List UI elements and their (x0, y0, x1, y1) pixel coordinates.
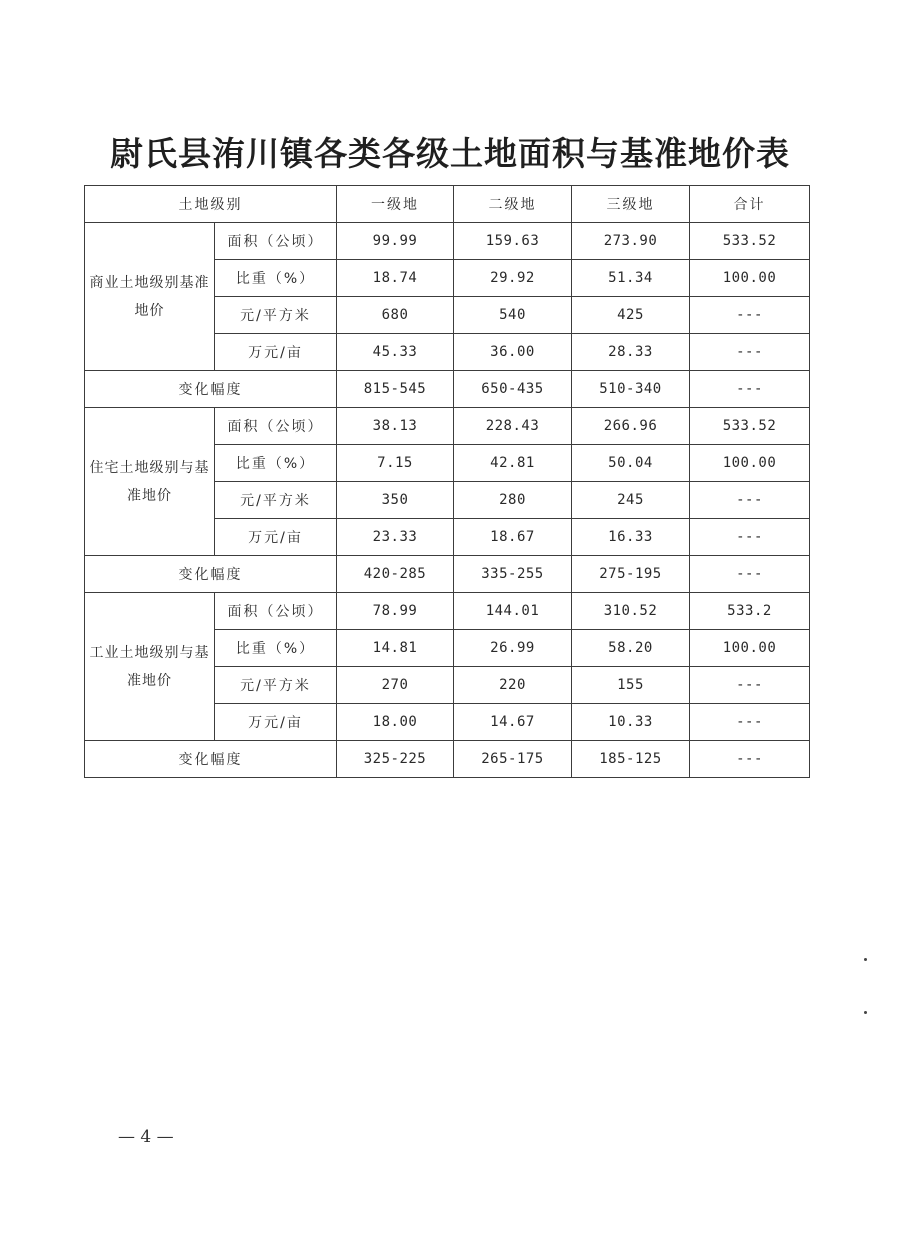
header-grade1: 一级地 (337, 186, 454, 223)
cell-value: 280 (454, 482, 572, 519)
cell-value: 14.67 (454, 704, 572, 741)
cell-value: --- (690, 519, 810, 556)
range-label: 变化幅度 (85, 371, 337, 408)
cell-value: 18.67 (454, 519, 572, 556)
cell-value: 78.99 (337, 593, 454, 630)
cell-value: 275-195 (572, 556, 690, 593)
table-row (85, 593, 810, 630)
cell-value: 533.2 (690, 593, 810, 630)
cell-value: --- (690, 334, 810, 371)
header-grade2: 二级地 (454, 186, 572, 223)
cell-value: 100.00 (690, 630, 810, 667)
cell-value: 16.33 (572, 519, 690, 556)
cell-value: 245 (572, 482, 690, 519)
cell-value: --- (690, 704, 810, 741)
document-title: 尉氏县洧川镇各类各级土地面积与基准地价表 (110, 134, 790, 173)
row-label: 元/平方米 (215, 297, 337, 334)
cell-value: --- (690, 297, 810, 334)
cell-value: 14.81 (337, 630, 454, 667)
cell-value: --- (690, 667, 810, 704)
row-label: 万元/亩 (215, 704, 337, 741)
scan-speck (864, 1011, 867, 1014)
cell-value: 7.15 (337, 445, 454, 482)
cell-value: 23.33 (337, 519, 454, 556)
cell-value: 815-545 (337, 371, 454, 408)
cell-value: 58.20 (572, 630, 690, 667)
category-industrial: 工业土地级别与基准地价 (85, 593, 215, 741)
row-label: 面积（公顷） (215, 593, 337, 630)
cell-value: 51.34 (572, 260, 690, 297)
category-commercial: 商业土地级别基准地价 (85, 223, 215, 371)
cell-value: 310.52 (572, 593, 690, 630)
row-label: 比重（%） (215, 260, 337, 297)
cell-value: --- (690, 556, 810, 593)
header-land-grade: 土地级别 (85, 186, 337, 223)
cell-value: 50.04 (572, 445, 690, 482)
cell-value: 533.52 (690, 408, 810, 445)
cell-value: 36.00 (454, 334, 572, 371)
cell-value: 270 (337, 667, 454, 704)
cell-value: 335-255 (454, 556, 572, 593)
cell-value: 425 (572, 297, 690, 334)
cell-value: 45.33 (337, 334, 454, 371)
cell-value: 29.92 (454, 260, 572, 297)
header-total: 合计 (690, 186, 810, 223)
page-number: — 4 — (118, 1127, 174, 1147)
scan-speck (864, 958, 867, 961)
cell-value: 650-435 (454, 371, 572, 408)
range-label: 变化幅度 (85, 556, 337, 593)
cell-value: 28.33 (572, 334, 690, 371)
range-row (85, 741, 810, 778)
cell-value: 220 (454, 667, 572, 704)
cell-value: 325-225 (337, 741, 454, 778)
cell-value: 18.74 (337, 260, 454, 297)
cell-value: 273.90 (572, 223, 690, 260)
cell-value: 420-285 (337, 556, 454, 593)
cell-value: 26.99 (454, 630, 572, 667)
table-row (85, 408, 810, 445)
category-residential: 住宅土地级别与基准地价 (85, 408, 215, 556)
row-label: 万元/亩 (215, 519, 337, 556)
row-label: 比重（%） (215, 445, 337, 482)
row-label: 面积（公顷） (215, 408, 337, 445)
range-label: 变化幅度 (85, 741, 337, 778)
cell-value: 185-125 (572, 741, 690, 778)
row-label: 万元/亩 (215, 334, 337, 371)
cell-value: 42.81 (454, 445, 572, 482)
cell-value: --- (690, 482, 810, 519)
land-price-table (84, 185, 810, 778)
range-row (85, 556, 810, 593)
cell-value: 350 (337, 482, 454, 519)
cell-value: 533.52 (690, 223, 810, 260)
cell-value: 266.96 (572, 408, 690, 445)
cell-value: 680 (337, 297, 454, 334)
table-row (85, 223, 810, 260)
cell-value: --- (690, 741, 810, 778)
cell-value: 159.63 (454, 223, 572, 260)
row-label: 面积（公顷） (215, 223, 337, 260)
cell-value: 100.00 (690, 260, 810, 297)
cell-value: 100.00 (690, 445, 810, 482)
row-label: 元/平方米 (215, 482, 337, 519)
cell-value: 265-175 (454, 741, 572, 778)
cell-value: 18.00 (337, 704, 454, 741)
cell-value: 155 (572, 667, 690, 704)
cell-value: 10.33 (572, 704, 690, 741)
cell-value: 99.99 (337, 223, 454, 260)
row-label: 比重（%） (215, 630, 337, 667)
cell-value: 228.43 (454, 408, 572, 445)
cell-value: 144.01 (454, 593, 572, 630)
table-header-row (85, 186, 810, 223)
cell-value: 540 (454, 297, 572, 334)
range-row (85, 371, 810, 408)
cell-value: --- (690, 371, 810, 408)
row-label: 元/平方米 (215, 667, 337, 704)
cell-value: 510-340 (572, 371, 690, 408)
cell-value: 38.13 (337, 408, 454, 445)
header-grade3: 三级地 (572, 186, 690, 223)
